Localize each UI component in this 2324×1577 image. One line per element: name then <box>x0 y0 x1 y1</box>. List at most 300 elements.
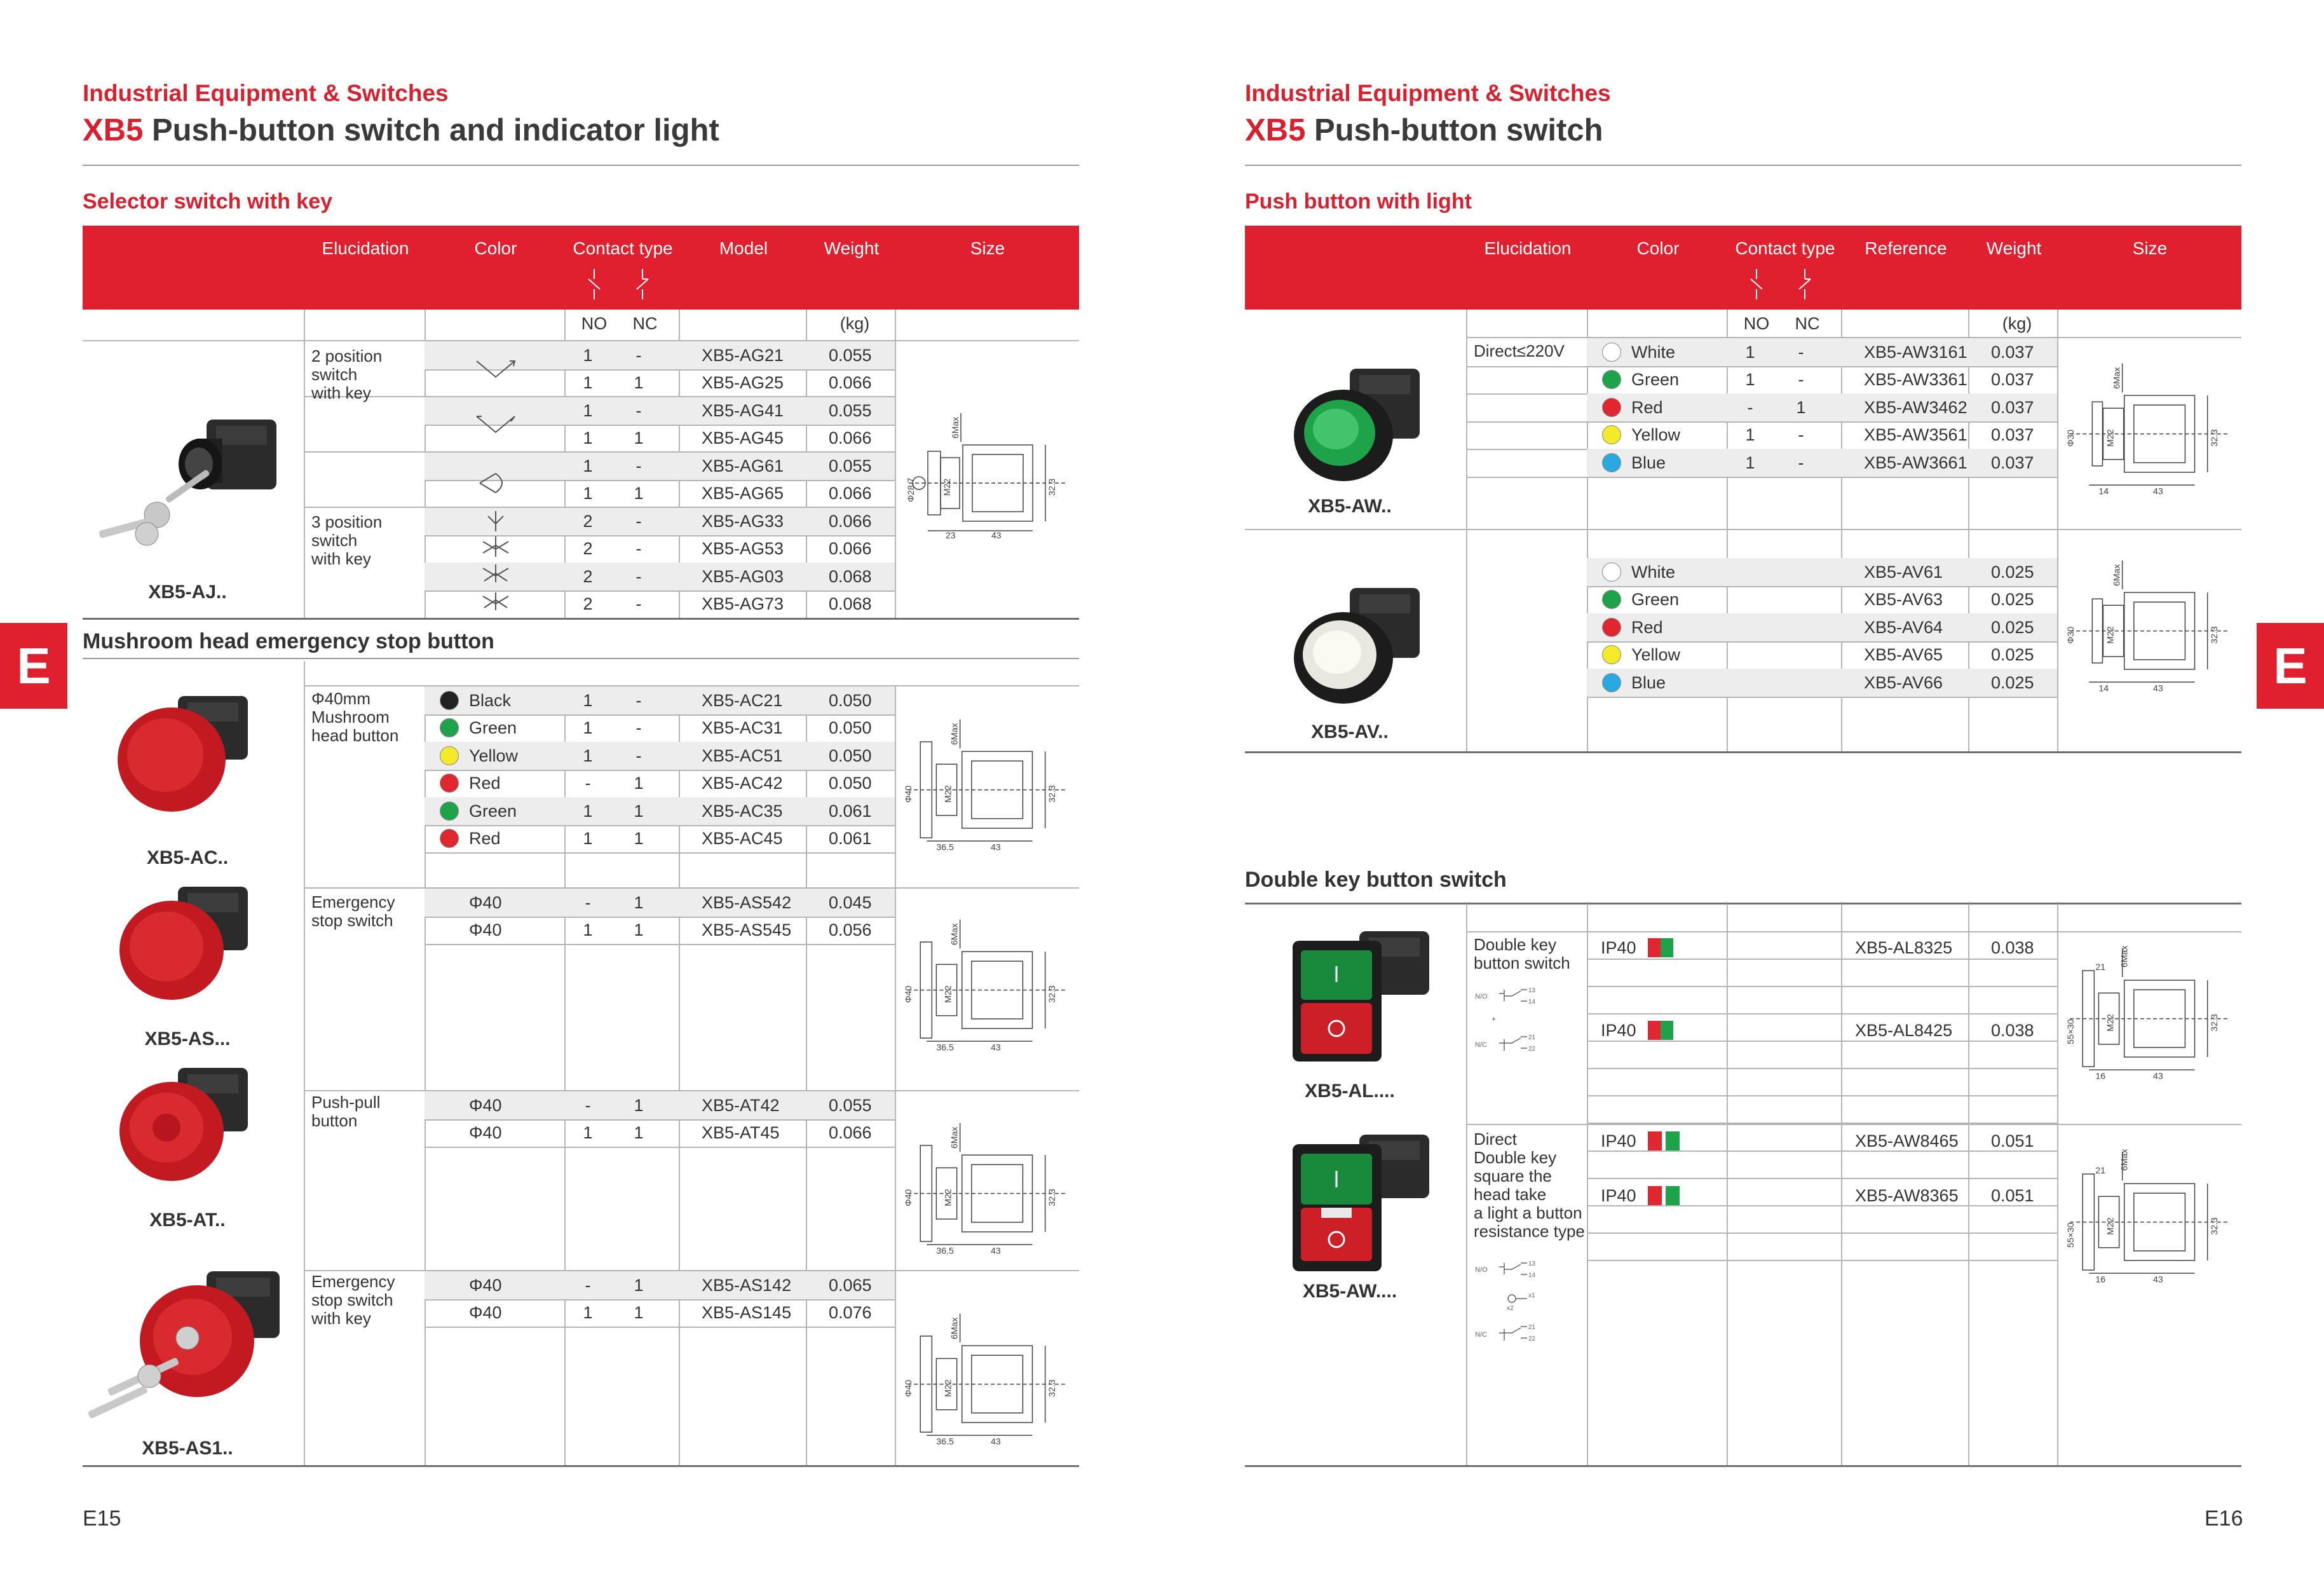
section-top-line <box>1245 903 2241 905</box>
model-code: XB5-AC21 <box>702 690 783 710</box>
reference-code: XB5-AW3161 <box>1864 342 1967 362</box>
ip-rating: IP40 <box>1601 1021 1636 1040</box>
row-divider <box>1587 1178 2057 1179</box>
contact-no: 1 <box>1745 342 1755 362</box>
table-bottom-line <box>83 1465 1079 1467</box>
dim-d30: Φ30 <box>2065 429 2076 447</box>
contact-nc: 1 <box>634 774 644 793</box>
svg-text:14: 14 <box>1528 1272 1536 1279</box>
section-divider-2 <box>83 658 1079 659</box>
title-text: Push-button switch and indicator light <box>143 113 719 147</box>
weight-value: 0.038 <box>1991 1021 2034 1040</box>
color-label: Blue <box>1631 453 1666 472</box>
dim-m22: M22 <box>2105 626 2116 644</box>
color-swatch-icon <box>440 718 459 737</box>
color-swatch-icon <box>1602 370 1621 389</box>
col-line <box>895 310 896 618</box>
contact-no: 1 <box>583 373 593 393</box>
page-title <box>1245 113 1603 148</box>
weight-value: 0.066 <box>829 373 872 393</box>
weight-value: 0.056 <box>829 920 872 940</box>
as-desc: Emergency stop switch <box>311 892 395 930</box>
color-label: Black <box>469 690 512 710</box>
row-divider <box>1466 366 2057 367</box>
contact-nc: 1 <box>634 920 644 940</box>
svg-text:N/O: N/O <box>1475 1266 1488 1274</box>
row-divider <box>425 825 895 826</box>
svg-text:x2: x2 <box>1507 1305 1514 1312</box>
dim-w16: 16 <box>2095 1070 2106 1081</box>
contact-no: - <box>1747 397 1753 417</box>
model-code: XB5-AG45 <box>702 428 784 448</box>
col-line <box>2057 904 2058 1465</box>
color-label: Φ40 <box>469 1303 502 1323</box>
dim-w21: 21 <box>2095 1165 2106 1176</box>
dim-d40: Φ40 <box>903 785 914 803</box>
model-code: XB5-AT45 <box>702 1123 780 1143</box>
xb5-ac-mushroom-button-image <box>108 686 267 826</box>
sub-kg: (kg) <box>2002 314 2032 333</box>
color-label: Red <box>1631 617 1663 637</box>
dim-w2: 43 <box>2153 1274 2163 1285</box>
color-label: Green <box>1631 370 1680 390</box>
selector-3pos-symbols <box>470 509 521 617</box>
dim-d40: Φ40 <box>903 1189 914 1206</box>
al-desc: Double key button switch <box>1474 935 1570 973</box>
circuit-no-label: N/O <box>1475 993 1488 1000</box>
row-divider <box>425 917 895 918</box>
weight-value: 0.050 <box>829 774 872 793</box>
at-desc: Push-pull button <box>311 1093 381 1130</box>
contact-nc: - <box>635 690 642 710</box>
dim-h: 32.3 <box>2208 1217 2219 1235</box>
color-swatch-icon <box>1602 343 1621 362</box>
header-model: Model <box>719 238 768 258</box>
double-key-icon <box>1648 938 1673 957</box>
title-divider <box>1245 165 2241 166</box>
weight-value: 0.076 <box>829 1303 872 1323</box>
weight-value: 0.055 <box>829 456 872 475</box>
model-code: XB5-AC45 <box>702 829 783 849</box>
aw2-circuit-diagram <box>1474 1255 1569 1351</box>
product-name-av: XB5-AV.. <box>1311 721 1389 742</box>
color-swatch-icon <box>1602 398 1621 417</box>
table-bottom-line <box>1245 1465 2241 1467</box>
color-label: Yellow <box>1631 645 1681 665</box>
aw-dimension-drawing <box>2063 356 2236 499</box>
weight-value: 0.055 <box>829 1095 872 1115</box>
reference-code: XB5-AW3462 <box>1864 397 1967 417</box>
dim-h: 32.3 <box>1046 785 1057 803</box>
contact-no: 1 <box>583 456 593 475</box>
av-dimension-drawing <box>2063 553 2236 696</box>
reference-code: XB5-AV65 <box>1864 645 1943 665</box>
row-divider <box>425 770 895 771</box>
contact-nc: - <box>635 746 642 765</box>
selector-2pos-symbol-2 <box>458 404 534 454</box>
side-tab-left: E <box>0 623 67 709</box>
table-header <box>1245 226 2241 310</box>
group-divider <box>304 507 425 508</box>
ip-rating: IP40 <box>1601 938 1636 957</box>
color-swatch-icon <box>440 746 459 765</box>
contact-no: - <box>585 1275 591 1295</box>
dim-h: 32.3 <box>2208 429 2219 447</box>
product-name-ac: XB5-AC.. <box>146 847 229 868</box>
aj-dimension-drawing <box>902 407 1074 547</box>
dim-w2: 43 <box>991 530 1002 540</box>
group-divider <box>304 451 895 453</box>
color-label: Φ40 <box>469 1095 502 1115</box>
contact-no: 1 <box>583 690 593 710</box>
header-elucidation: Elucidation <box>322 238 409 258</box>
model-code: XB5-AG25 <box>702 373 784 393</box>
weight-value: 0.025 <box>1991 645 2034 665</box>
contact-nc: - <box>635 718 642 738</box>
weight-value: 0.038 <box>1991 938 2034 957</box>
svg-text:N/C: N/C <box>1475 1331 1487 1339</box>
row-divider <box>1587 1095 2057 1096</box>
group-divider <box>1245 529 2241 530</box>
contact-nc: 1 <box>634 373 644 393</box>
ac-desc: Φ40mm Mushroom head button <box>311 689 399 745</box>
contact-nc: 1 <box>634 1275 644 1295</box>
svg-text:13: 13 <box>1528 987 1536 994</box>
dim-w2: 43 <box>991 1436 1001 1447</box>
group-divider <box>304 396 895 397</box>
category-title: Industrial Equipment & Switches <box>1245 80 1611 106</box>
contact-no: 1 <box>583 400 593 420</box>
contact-no: 1 <box>583 920 593 940</box>
page-title <box>83 113 719 148</box>
col-line <box>1587 904 1588 1465</box>
weight-value: 0.037 <box>1991 453 2034 472</box>
row-divider <box>1587 1068 2057 1069</box>
section-title-double-key: Double key button switch <box>1245 868 1507 892</box>
as1-desc: Emergency stop switch with key <box>311 1272 395 1328</box>
selector-2pos-symbol-3 <box>458 458 534 509</box>
dim-m22: M22 <box>2105 429 2116 447</box>
contact-nc: - <box>635 345 642 365</box>
page-number-left: E15 <box>83 1506 121 1531</box>
color-label: Green <box>1631 590 1680 610</box>
model-code: XB5-AS145 <box>702 1303 792 1323</box>
dim-w1: 23 <box>946 530 956 540</box>
dim-w16: 16 <box>2095 1274 2106 1285</box>
col-line <box>2057 310 2058 751</box>
section-bottom-line <box>1245 751 2241 753</box>
product-name-al: XB5-AL.... <box>1305 1081 1395 1102</box>
color-label: White <box>1631 342 1676 362</box>
model-code: XB5-AS542 <box>702 892 792 912</box>
color-label: Red <box>1631 397 1663 417</box>
contact-no: 2 <box>583 594 593 614</box>
weight-value: 0.050 <box>829 746 872 765</box>
svg-text:+: + <box>1492 1014 1497 1023</box>
side-tab-right: E <box>2257 623 2324 709</box>
aj-desc-2pos: 2 position switch with key <box>311 346 383 402</box>
contact-no: 1 <box>583 484 593 503</box>
dim-6max: 6Max <box>950 416 960 439</box>
model-code: XB5-AS142 <box>702 1275 792 1295</box>
as1-dimension-drawing <box>901 1306 1074 1449</box>
row-divider <box>1587 1041 2057 1042</box>
col-line <box>1727 904 1728 1465</box>
row-divider <box>1587 586 2057 587</box>
weight-value: 0.066 <box>829 511 872 531</box>
row-divider <box>425 714 895 716</box>
model-code: XB5-AC51 <box>702 746 783 765</box>
row-divider <box>1587 1260 2057 1261</box>
col-line <box>1466 904 1467 1465</box>
contact-nc: 1 <box>1796 397 1806 417</box>
product-name-aj: XB5-AJ.. <box>148 582 227 603</box>
contact-nc: - <box>1798 425 1804 445</box>
nc-contact-icon <box>1795 268 1814 301</box>
col-line <box>1968 904 1969 1465</box>
sub-nc: NC <box>1795 314 1820 333</box>
contact-nc: - <box>1798 370 1804 390</box>
color-swatch-icon <box>1602 453 1621 472</box>
dim-w2: 43 <box>991 1042 1001 1053</box>
dim-w14: 14 <box>2098 683 2109 693</box>
weight-value: 0.037 <box>1991 397 2034 417</box>
color-swatch-icon <box>440 829 459 848</box>
at-dimension-drawing <box>901 1116 1074 1259</box>
dim-d40: Φ40 <box>903 985 914 1003</box>
dim-w2: 43 <box>991 1245 1001 1256</box>
model-code: XB5-AG33 <box>702 511 784 531</box>
contact-no: - <box>585 774 591 793</box>
contact-nc: 1 <box>634 829 644 849</box>
dim-m22: M22 <box>942 785 953 803</box>
row-divider <box>1587 959 2057 960</box>
row-divider <box>1587 986 2057 987</box>
model-code: XB5-AS545 <box>702 920 792 940</box>
color-swatch-icon <box>1602 673 1621 692</box>
reference-code: XB5-AV61 <box>1864 562 1943 582</box>
weight-value: 0.025 <box>1991 590 2034 610</box>
al-circuit-diagram <box>1474 982 1569 1065</box>
model-code: XB5-AG73 <box>702 594 784 614</box>
dim-w365: 36.5 <box>936 1245 954 1256</box>
svg-text:22: 22 <box>1528 1335 1536 1342</box>
model-code: XB5-AG41 <box>702 400 784 420</box>
contact-nc: 1 <box>634 484 644 503</box>
dim-6max: 6Max <box>2111 564 2122 587</box>
contact-nc: - <box>635 539 642 559</box>
color-swatch-icon <box>1602 590 1621 609</box>
weight-value: 0.025 <box>1991 672 2034 692</box>
dim-w14: 14 <box>2098 486 2109 496</box>
table-header <box>83 226 1079 310</box>
aw2-dimension-drawing <box>2063 1144 2236 1287</box>
dim-m22: M22 <box>942 1189 953 1206</box>
reference-code: XB5-AL8325 <box>1855 938 1953 957</box>
model-code: XB5-AG03 <box>702 566 784 586</box>
weight-value: 0.065 <box>829 1275 872 1295</box>
product-name-as: XB5-AS... <box>144 1028 231 1049</box>
category-title: Industrial Equipment & Switches <box>83 80 449 106</box>
dim-h: 32.3 <box>1046 985 1057 1003</box>
color-swatch-icon <box>1602 645 1621 664</box>
color-swatch-icon <box>440 691 459 710</box>
color-label: White <box>1631 562 1676 582</box>
dim-m22: M22 <box>2105 1217 2116 1235</box>
dim-w2: 43 <box>2153 683 2163 693</box>
color-swatch-icon <box>1602 563 1621 582</box>
dim-55x30: 55×30 <box>2065 1019 2076 1044</box>
as-dimension-drawing <box>901 912 1074 1055</box>
dim-w2: 43 <box>991 842 1001 852</box>
model-code: XB5-AC31 <box>702 718 783 738</box>
weight-value: 0.068 <box>829 594 872 614</box>
reference-code: XB5-AW8465 <box>1855 1131 1959 1150</box>
svg-text:14: 14 <box>1528 999 1536 1006</box>
row-divider <box>1587 641 2057 643</box>
title-divider <box>83 165 1079 166</box>
dim-w365: 36.5 <box>936 1042 954 1053</box>
row-divider <box>425 1147 895 1148</box>
dim-6max: 6Max <box>2119 945 2130 967</box>
group-divider <box>1466 1124 2241 1125</box>
header-elucidation: Elucidation <box>1484 238 1572 258</box>
weight-value: 0.025 <box>1991 562 2034 582</box>
contact-nc: - <box>635 566 642 586</box>
color-label: Green <box>469 718 517 738</box>
color-label: Φ40 <box>469 1123 502 1143</box>
weight-value: 0.037 <box>1991 370 2034 390</box>
col-line <box>895 685 896 1465</box>
contact-nc: - <box>1798 342 1804 362</box>
contact-nc: 1 <box>634 892 644 912</box>
weight-value: 0.037 <box>1991 342 2034 362</box>
dim-d40: Φ40 <box>903 1379 914 1397</box>
reference-code: XB5-AW3561 <box>1864 425 1967 445</box>
col-line <box>1841 904 1842 1465</box>
xb5-aw-illuminated-button-image <box>1274 359 1445 486</box>
contact-nc: - <box>635 456 642 475</box>
model-code: XB5-AT42 <box>702 1095 780 1115</box>
dim-6max: 6Max <box>2111 367 2122 390</box>
dim-h: 32.3 <box>1046 1379 1057 1397</box>
xb5-as-emergency-stop-image <box>108 880 267 1007</box>
dim-m22: M22 <box>942 1379 953 1397</box>
contact-nc: 1 <box>634 428 644 448</box>
color-label: Green <box>469 801 517 821</box>
row-divider <box>425 1299 895 1301</box>
dim-6max: 6Max <box>949 1317 960 1340</box>
weight-value: 0.045 <box>829 892 872 912</box>
title-code: XB5 <box>1245 113 1306 147</box>
product-name-as1: XB5-AS1.. <box>142 1438 233 1459</box>
no-contact-icon <box>1747 268 1766 301</box>
dim-6max: 6Max <box>949 1126 960 1149</box>
contact-nc: - <box>635 400 642 420</box>
right-page <box>1162 0 2324 1577</box>
xb5-aw-double-key-light-image <box>1277 1125 1442 1278</box>
contact-no: 1 <box>583 428 593 448</box>
sub-no: NO <box>1743 314 1770 333</box>
dim-m22: M22 <box>2105 1014 2116 1032</box>
contact-nc: 1 <box>634 1123 644 1143</box>
model-code: XB5-AG65 <box>702 484 784 503</box>
dim-w365: 36.5 <box>936 842 954 852</box>
model-code: XB5-AC42 <box>702 774 783 793</box>
weight-value: 0.055 <box>829 400 872 420</box>
title-text: Push-button switch <box>1305 113 1603 147</box>
aj-desc-3pos: 3 position switch with key <box>311 512 383 568</box>
row-divider <box>1587 931 2057 932</box>
section-title-push-light: Push button with light <box>1245 189 1472 214</box>
color-label: Yellow <box>469 746 519 765</box>
row-divider <box>425 1119 895 1121</box>
header-contact-type: Contact type <box>573 238 673 258</box>
header-weight: Weight <box>824 238 880 258</box>
weight-value: 0.055 <box>829 345 872 365</box>
dim-h: 32.3 <box>1046 1189 1057 1206</box>
sub-nc: NC <box>632 314 658 333</box>
weight-value: 0.066 <box>829 1123 872 1143</box>
contact-no: 2 <box>583 539 593 559</box>
weight-value: 0.050 <box>829 690 872 710</box>
dim-h: 32.3 <box>2208 626 2219 644</box>
row-divider <box>1587 1013 2057 1014</box>
sub-no: NO <box>581 314 608 333</box>
weight-value: 0.051 <box>1991 1131 2034 1150</box>
svg-text:22: 22 <box>1528 1046 1536 1053</box>
weight-value: 0.061 <box>829 801 872 821</box>
dim-h: 32.3 <box>1047 478 1057 496</box>
dim-d30: Φ30 <box>2065 626 2076 644</box>
model-code: XB5-AG53 <box>702 539 784 559</box>
reference-code: XB5-AW3661 <box>1864 453 1967 472</box>
weight-value: 0.068 <box>829 566 872 586</box>
contact-nc: 1 <box>634 801 644 821</box>
color-label: Φ40 <box>469 920 502 940</box>
dim-d1: Φ28.7 <box>906 477 916 502</box>
nc-contact-icon <box>633 268 652 301</box>
contact-no: - <box>585 1095 591 1115</box>
row-divider <box>1466 421 2057 423</box>
ac-dimension-drawing <box>901 712 1074 855</box>
row-divider <box>1587 1232 2057 1234</box>
model-code: XB5-AG21 <box>702 345 784 365</box>
double-key-icon <box>1648 1131 1681 1150</box>
weight-value: 0.066 <box>829 428 872 448</box>
color-swatch-icon <box>1602 425 1621 444</box>
dim-55x30: 55×30 <box>2065 1222 2076 1248</box>
circuit-nc-label: N/C <box>1475 1041 1487 1049</box>
contact-no: 1 <box>1745 425 1755 445</box>
page-number-right: E16 <box>2205 1506 2243 1531</box>
col-line <box>304 310 305 618</box>
header-size: Size <box>2132 238 2168 258</box>
dim-6max: 6Max <box>949 923 960 946</box>
dim-w365: 36.5 <box>936 1436 954 1447</box>
contact-nc: - <box>635 594 642 614</box>
header-reference: Reference <box>1865 238 1947 258</box>
title-code: XB5 <box>83 113 144 147</box>
double-key-icon <box>1648 1021 1673 1040</box>
header-color: Color <box>474 238 517 258</box>
row-divider <box>1466 477 2057 478</box>
col-line <box>304 661 305 1465</box>
contact-no: 1 <box>1745 453 1755 472</box>
xb5-at-push-pull-image <box>108 1062 267 1189</box>
color-label: Φ40 <box>469 1275 502 1295</box>
section-divider <box>83 618 1079 620</box>
